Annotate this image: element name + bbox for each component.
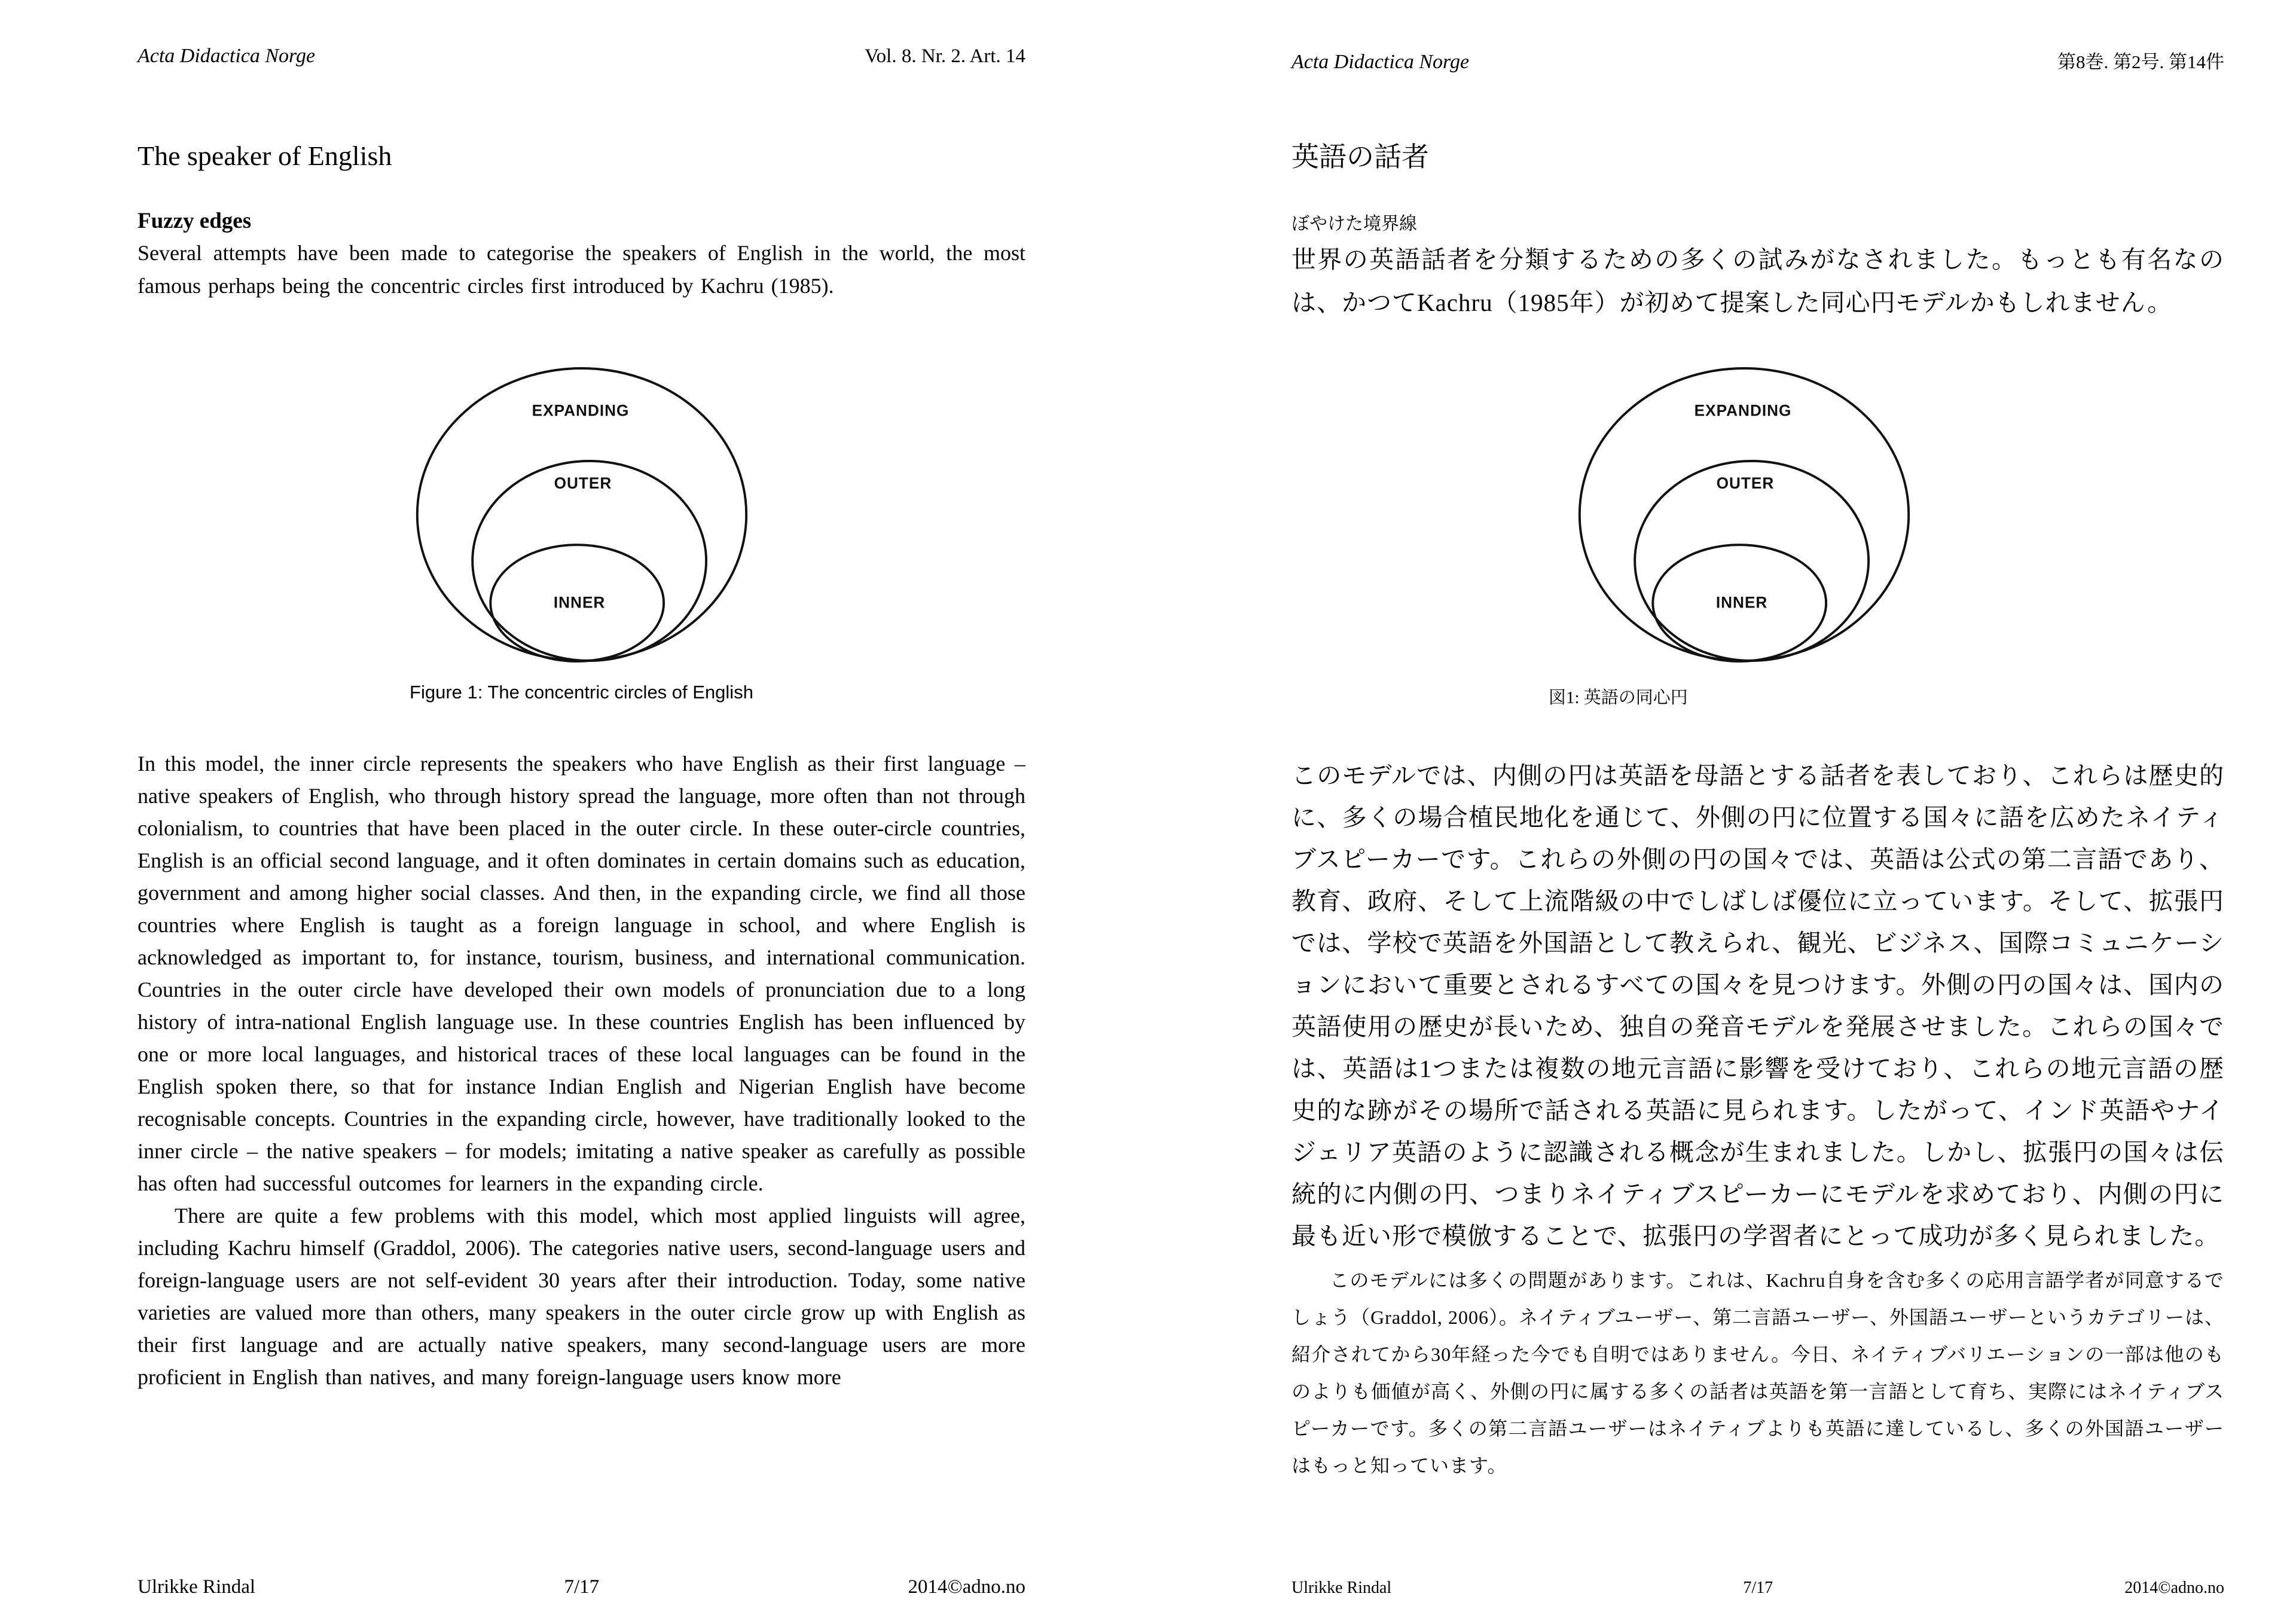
footer-copyright: 2014©adno.no: [908, 1576, 1025, 1598]
ring-label-expanding: EXPANDING: [532, 401, 630, 420]
volume-info: Vol. 8. Nr. 2. Art. 14: [865, 45, 1025, 67]
concentric-circles-diagram: [413, 366, 750, 663]
footer-page-number: 7/17: [1743, 1579, 1773, 1597]
figure-concentric-circles: [413, 366, 750, 666]
figure-caption: 図1: 英語の同心円: [1549, 688, 1688, 707]
body-text: [1292, 755, 2224, 1484]
figure-caption: Figure 1: The concentric circles of English: [410, 682, 753, 703]
ring-label-inner: INNER: [553, 593, 606, 612]
body-paragraph-1: In this model, the inner circle represents the speakers who have English as their first language – native speakers of English, who through history spread the language, more often than not through colonialism, to countries that have been placed in the outer circle. In these outer-circle countries, English is an official second language, and it often dominates in certain domains such as education, government and among higher social classes. And then, in the expanding circle, we find all those countries where English is taught as a foreign language in school, and where English is acknowledged as important to, for instance, tourism, business, and international communication. Countries in the outer circle have developed their own models of pronunciation due to a long history of intra-national English language use. In these countries English has been influenced by one or more local languages, and historical traces of these local languages can be found in the English spoken there, so that for instance Indian English and Nigerian English have become recognisable concepts. Countries in the expanding circle, however, have traditionally looked to the inner circle – the native speakers – for models; imitating a native speaker as carefully as possible has often had successful outcomes for learners in the expanding circle.: [138, 752, 1025, 1195]
page-right-japanese: [1148, 0, 2296, 1624]
section-subheading: Fuzzy edges: [138, 209, 252, 233]
ring-label-outer: OUTER: [1716, 474, 1775, 492]
page-title: The speaker of English: [138, 141, 392, 171]
intro-paragraph: 世界の英語話者を分類するための多くの試みがなされました。もっとも有名なのは、かつてKachru（1985年）が初めて提案した同心円モデルかもしれません。: [1292, 246, 2224, 316]
page-footer-right: [1292, 1579, 2224, 1598]
body-paragraph-2: このモデルには多くの問題があります。これは、Kachru自身を含む多くの応用言語学者が同意するでしょう（Graddol, 2006）。ネイティブユーザー、第二言語ユーザー、外国語ユーザーというカテゴリーは、紹介されてから30年経った今でも自明ではありません。今日、ネイティブバリエーションの一部は他のものよりも価値が高く、外側の円に属する多くの話者は英語を第一言語として育ち、実際にはネイティブスピーカーです。多くの第二言語ユーザーはネイティブよりも英語に達しているし、多くの外国語ユーザーはもっと知っています。: [1292, 1269, 2224, 1476]
ring-label-inner: INNER: [1715, 593, 1768, 612]
section-subheading: ぼやけた境界線: [1292, 214, 1417, 234]
page-footer-left: [138, 1576, 1025, 1598]
ring-label-outer: OUTER: [554, 474, 612, 492]
page-title: 英語の話者: [1292, 142, 1429, 172]
running-head-left: [138, 45, 1025, 68]
intro-paragraph: Several attempts have been made to categorise the speakers of English in the world, the most famous perhaps being the concentric circles first introduced by Kachru (1985).: [138, 241, 1025, 298]
figure-concentric-circles: [1576, 366, 1913, 666]
journal-name: Acta Didactica Norge: [138, 45, 316, 67]
concentric-circles-diagram: [1576, 366, 1913, 663]
footer-copyright: 2014©adno.no: [2124, 1579, 2224, 1597]
footer-page-number: 7/17: [564, 1576, 600, 1598]
volume-info: 第8巻. 第2号. 第14件: [2057, 51, 2224, 72]
footer-author: Ulrikke Rindal: [138, 1576, 256, 1598]
body-paragraph-2: There are quite a few problems with this model, which most applied linguists will agree, including Kachru himself (Graddol, 2006). The categories native users, second-language users and foreign-language users are not self-evident 30 years after their introduction. Today, some native varieties are valued more than others, many speakers in the outer circle grow up with English as their first language and are actually native speakers, many second-language users are more proficient in English than natives, and many foreign-language users know more: [138, 1204, 1025, 1389]
running-head-right: [1292, 47, 2224, 74]
footer-author: Ulrikke Rindal: [1292, 1579, 1392, 1597]
journal-name: Acta Didactica Norge: [1292, 51, 1470, 73]
body-text: [138, 747, 1025, 1393]
ring-label-expanding: EXPANDING: [1694, 401, 1792, 420]
body-paragraph-1: このモデルでは、内側の円は英語を母語とする話者を表しており、これらは歴史的に、多くの場合植民地化を通じて、外側の円に位置する国々に語を広めたネイティブスピーカーです。これらの外側の円の国々では、英語は公式の第二言語であり、教育、政府、そして上流階級の中でしばしば優位に立っています。そして、拡張円では、学校で英語を外国語として教えられ、観光、ビジネス、国際コミュニケーションにおいて重要とされるすべての国々を見つけます。外側の円の国々は、国内の英語使用の歴史が長いため、独自の発音モデルを発展させました。これらの国々では、英語は1つまたは複数の地元言語に影響を受けており、これらの地元言語の歴史的な跡がその場所で話される英語に見られます。したがって、インド英語やナイジェリア英語のように認識される概念が生まれました。しかし、拡張円の国々は伝統的に内側の円、つまりネイティブスピーカーにモデルを求めており、内側の円に最も近い形で模倣することで、拡張円の学習者にとって成功が多く見られました。: [1292, 762, 2224, 1250]
